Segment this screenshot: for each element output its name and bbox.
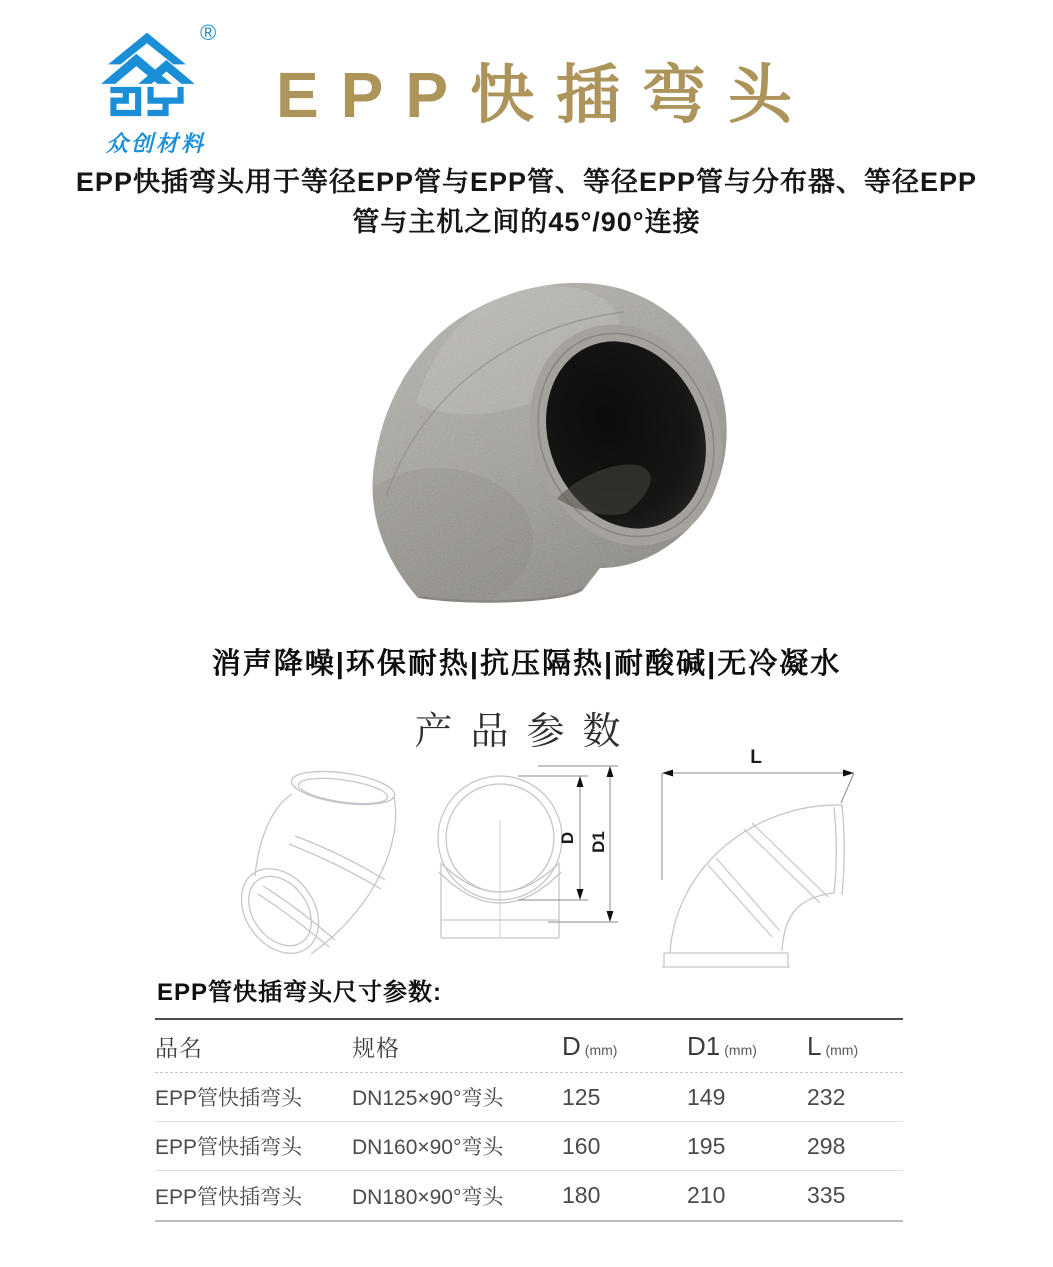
table-row [155, 1171, 903, 1220]
table-header-row [155, 1020, 903, 1073]
brand-name: 众创材料 [105, 131, 206, 156]
drawing-front-view-image [428, 762, 626, 960]
spec-table [155, 1018, 903, 1222]
cell-d: 180 [562, 1182, 601, 1208]
cell-l: 232 [807, 1083, 846, 1110]
cell-d: 125 [562, 1083, 601, 1110]
cell-d1: 149 [687, 1083, 726, 1110]
cell-spec: DN160×90°弯头 [352, 1136, 504, 1159]
product-description [0, 162, 1053, 242]
cell-l: 335 [807, 1182, 846, 1208]
cell-d1: 210 [687, 1182, 726, 1208]
header-product-name: 品名 [155, 1034, 203, 1061]
cell-product-name: EPP管快插弯头 [155, 1136, 303, 1159]
features-line: 消声降噪|环保耐热|抗压隔热|耐酸碱|无冷凝水 [211, 648, 842, 680]
header-d1: D1 (mm) [687, 1030, 757, 1061]
description-line-2: 管与主机之间的45°/90°连接 [352, 207, 701, 237]
cell-spec: DN180×90°弯头 [352, 1185, 504, 1209]
cell-product-name: EPP管快插弯头 [155, 1185, 303, 1209]
table-row [155, 1073, 903, 1122]
dim-label-d1: D1 [589, 831, 608, 853]
spec-table-title: EPP管快插弯头尺寸参数: [157, 979, 443, 1006]
cell-d1: 195 [687, 1132, 726, 1159]
header-l: L (mm) [807, 1030, 859, 1061]
table-row [155, 1122, 903, 1171]
drawing-side-view-image [648, 745, 870, 973]
house-logo-icon [94, 30, 200, 120]
description-line-1: EPP快插弯头用于等径EPP管与EPP管、等径EPP管与分布器、等径EPP [75, 167, 978, 197]
cell-spec: DN125×90°弯头 [352, 1087, 504, 1110]
dim-label-d: D [558, 831, 577, 845]
cell-d: 160 [562, 1132, 601, 1159]
page-title: EPP快插弯头 [275, 59, 815, 131]
cell-product-name: EPP管快插弯头 [155, 1087, 303, 1110]
header-spec: 规格 [352, 1034, 400, 1061]
brand-logo [82, 20, 232, 158]
cell-l: 298 [807, 1132, 846, 1159]
header-d: D (mm) [562, 1030, 618, 1061]
drawing-iso-view-image [235, 758, 435, 963]
dim-label-l: L [750, 747, 762, 768]
registered-mark: ® [200, 20, 217, 45]
product-photo-image [328, 260, 738, 620]
section-title-product-params: 产品参数 [414, 711, 639, 753]
technical-drawings [0, 740, 1053, 970]
